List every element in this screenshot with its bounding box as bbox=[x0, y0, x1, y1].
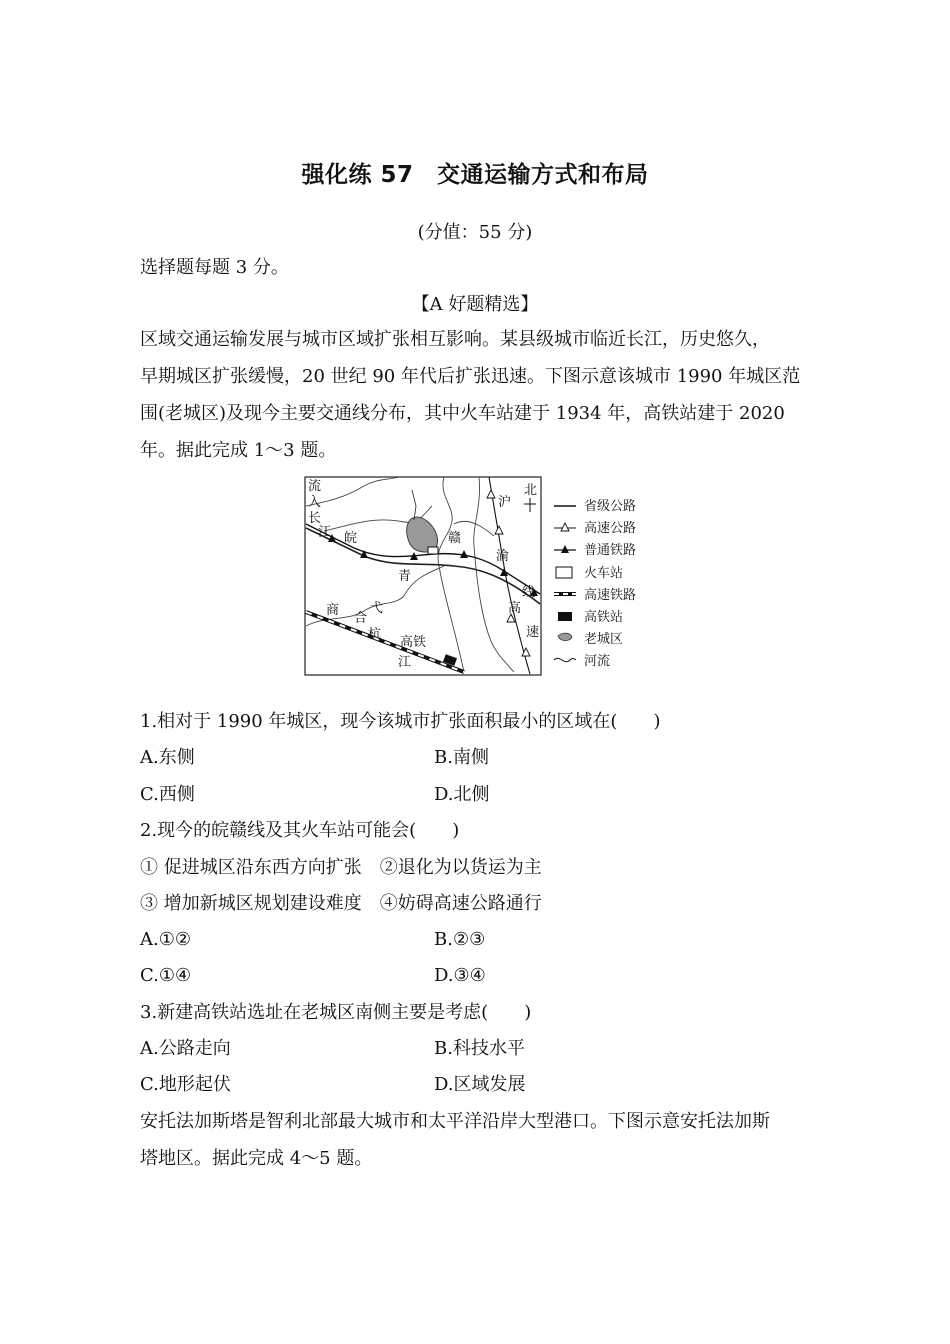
legend-label: 河流 bbox=[584, 654, 611, 669]
map-label-hu: 沪 bbox=[498, 495, 512, 510]
option-a[interactable]: A.公路走向 bbox=[140, 1038, 231, 1059]
question-stem: 1.相对于 1990 年城区，现今该城市扩张面积最小的区域在( ) bbox=[140, 711, 661, 732]
legend-label: 火车站 bbox=[584, 566, 624, 581]
score-info: (分值：55 分) bbox=[417, 222, 533, 243]
map-legend bbox=[554, 498, 636, 669]
passage-line: 年。据此完成 1～3 题。 bbox=[140, 440, 337, 461]
question-statements: ③ 增加新城区规划建设难度 ④妨碍高速公路通行 bbox=[140, 893, 542, 914]
option-b[interactable]: B.南侧 bbox=[434, 747, 489, 768]
map-label-gaotie: 高铁 bbox=[400, 635, 427, 650]
legend-label: 老城区 bbox=[584, 632, 624, 647]
question-statements: ① 促进城区沿东西方向扩张 ②退化为以货运为主 bbox=[140, 857, 542, 878]
passage-line: 塔地区。据此完成 4～5 题。 bbox=[140, 1148, 373, 1169]
option-d[interactable]: D.③④ bbox=[434, 965, 486, 986]
option-c[interactable]: C.①④ bbox=[140, 965, 192, 986]
map-label-yu: 渝 bbox=[496, 549, 510, 564]
page-title: 强化练 57 交通运输方式和布局 bbox=[301, 162, 649, 188]
map-label-hang: 杭 bbox=[368, 627, 382, 642]
map-label-north: 北 bbox=[524, 483, 538, 498]
city-transport-map bbox=[304, 476, 644, 678]
passage-line: 围(老城区)及现今主要交通线分布，其中火车站建于 1934 年，高铁站建于 2020 bbox=[140, 403, 785, 424]
map-label-gan: 赣 bbox=[448, 531, 462, 546]
map-label-he: 合 bbox=[354, 611, 368, 626]
option-c[interactable]: C.地形起伏 bbox=[140, 1074, 231, 1095]
map-label-jiang: 江 bbox=[398, 655, 412, 670]
section-heading: 【A 好题精选】 bbox=[411, 294, 539, 315]
map-label-gao: 高 bbox=[508, 601, 522, 616]
option-b[interactable]: B.②③ bbox=[434, 929, 486, 950]
map-label-xian: 线 bbox=[522, 585, 536, 600]
option-a[interactable]: A.①② bbox=[140, 929, 191, 950]
passage-line: 早期城区扩张缓慢，20 世纪 90 年代后扩张迅速。下图示意该城市 1990 年城区范 bbox=[140, 366, 801, 387]
legend-label: 高速铁路 bbox=[584, 588, 637, 603]
legend-label: 高铁站 bbox=[584, 610, 624, 625]
legend-label: 普通铁路 bbox=[584, 543, 637, 558]
train-station bbox=[428, 547, 438, 554]
map-label-wan: 皖 bbox=[344, 531, 358, 546]
passage-line: 区域交通运输发展与城市区域扩张相互影响。某县级城市临近长江，历史悠久， bbox=[140, 329, 770, 350]
map-label-flow: 流入长江 bbox=[308, 479, 332, 540]
option-a[interactable]: A.东侧 bbox=[140, 747, 195, 768]
map-label-qing: 青 bbox=[398, 569, 412, 584]
question-stem: 2.现今的皖赣线及其火车站可能会( ) bbox=[140, 820, 460, 841]
option-b[interactable]: B.科技水平 bbox=[434, 1038, 525, 1059]
question-stem: 3.新建高铁站选址在老城区南侧主要是考虑( ) bbox=[140, 1002, 532, 1023]
passage-line: 安托法加斯塔是智利北部最大城市和太平洋沿岸大型港口。下图示意安托法加斯 bbox=[140, 1111, 770, 1132]
option-c[interactable]: C.西侧 bbox=[140, 784, 195, 805]
map-label-yi: 弋 bbox=[370, 601, 384, 616]
option-d[interactable]: D.区域发展 bbox=[434, 1074, 526, 1095]
instruction: 选择题每题 3 分。 bbox=[140, 257, 289, 278]
map-label-shang: 商 bbox=[326, 603, 340, 618]
option-d[interactable]: D.北侧 bbox=[434, 784, 490, 805]
map-label-su: 速 bbox=[526, 625, 540, 640]
legend-label: 高速公路 bbox=[584, 521, 637, 536]
legend-label: 省级公路 bbox=[584, 499, 637, 514]
